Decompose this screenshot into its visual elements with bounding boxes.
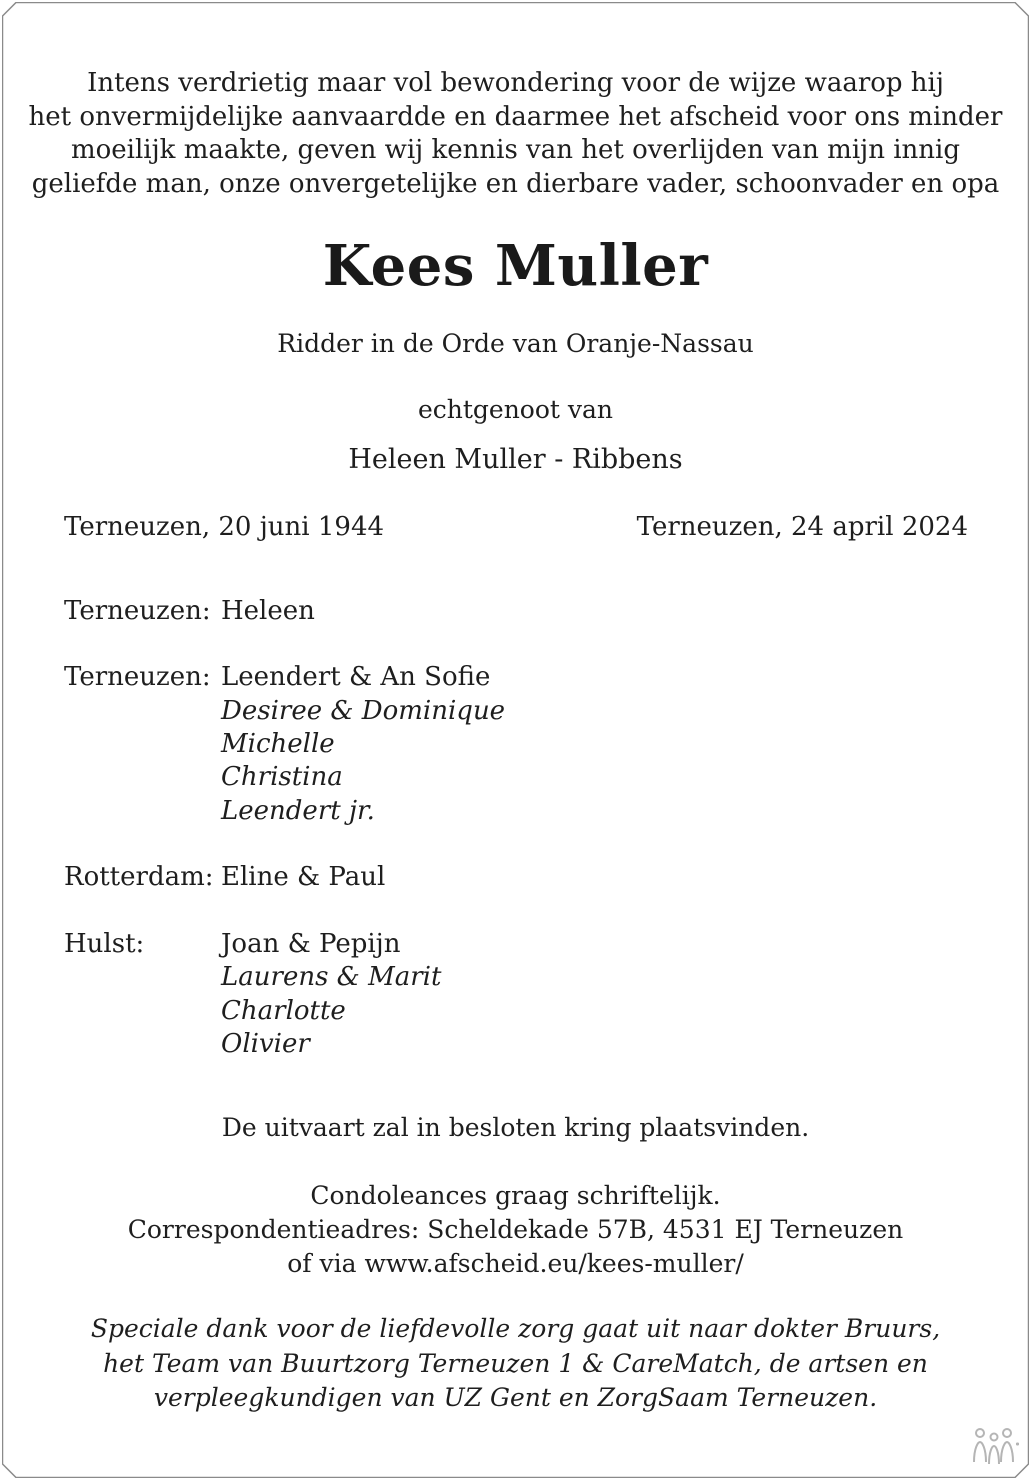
condolence-line: Condoleances graag schriftelijk. xyxy=(310,1181,721,1210)
thanks-line: verpleegkundigen van UZ Gent en ZorgSaam Terneuzen. xyxy=(153,1383,878,1412)
intro-line: Intens verdrietig maar vol bewondering voor de wijze waarop hij xyxy=(87,68,944,98)
grandchild: Christina xyxy=(221,762,343,792)
death-place-date: Terneuzen, 24 april 2024 xyxy=(636,512,968,542)
intro-line: het onvermijdelijke aanvaardde en daarmee het afscheid voor ons minder xyxy=(28,101,1003,132)
family-figures-logo-icon xyxy=(970,1424,1022,1468)
thanks-line: Speciale dank voor de liefdevolle zorg gaat uit naar dokter Bruurs, xyxy=(90,1314,941,1343)
family-member: Heleen xyxy=(221,596,315,626)
funeral-notice: De uitvaart zal in besloten kring plaatsvinden. xyxy=(221,1113,810,1142)
condolence-line: of via www.afscheid.eu/kees-muller/ xyxy=(287,1249,744,1278)
birth-place-date: Terneuzen, 20 juni 1944 xyxy=(64,512,385,542)
thanks-line: het Team van Buurtzorg Terneuzen 1 & CareMatch, de artsen en xyxy=(103,1348,928,1378)
intro-line: moeilijk maakte, geven wij kennis van het overlijden van mijn innig xyxy=(70,135,960,165)
spouse-name: Heleen Muller - Ribbens xyxy=(348,444,683,475)
family-member: Joan & Pepijn xyxy=(221,929,401,959)
spouse-intro: echtgenoot van xyxy=(417,395,614,424)
family-member: Eline & Paul xyxy=(221,862,386,892)
grandchild: Michelle xyxy=(221,729,335,759)
grandchild: Leendert jr. xyxy=(221,796,375,826)
honor-title: Ridder in de Orde van Oranje-Nassau xyxy=(277,329,754,358)
deceased-name: Kees Muller xyxy=(322,233,709,299)
condolence-line: Correspondentieadres: Scheldekade 57B, 4531 EJ Terneuzen xyxy=(127,1215,904,1244)
family-place: Hulst: xyxy=(64,929,145,959)
family-member: Leendert & An Sofie xyxy=(221,662,491,692)
condolence-info xyxy=(0,1179,1031,1281)
family-place: Terneuzen: xyxy=(64,662,211,692)
family-place: Rotterdam: xyxy=(64,862,214,892)
intro-line: geliefde man, onze onvergetelijke en dierbare vader, schoonvader en opa xyxy=(31,168,1000,199)
thanks-text xyxy=(0,1312,1031,1416)
grandchild: Olivier xyxy=(221,1029,310,1059)
intro-text xyxy=(0,67,1031,201)
grandchild: Laurens & Marit xyxy=(221,962,442,992)
grandchild: Charlotte xyxy=(221,996,346,1026)
grandchild: Desiree & Dominique xyxy=(221,696,506,726)
family-place: Terneuzen: xyxy=(64,596,211,626)
